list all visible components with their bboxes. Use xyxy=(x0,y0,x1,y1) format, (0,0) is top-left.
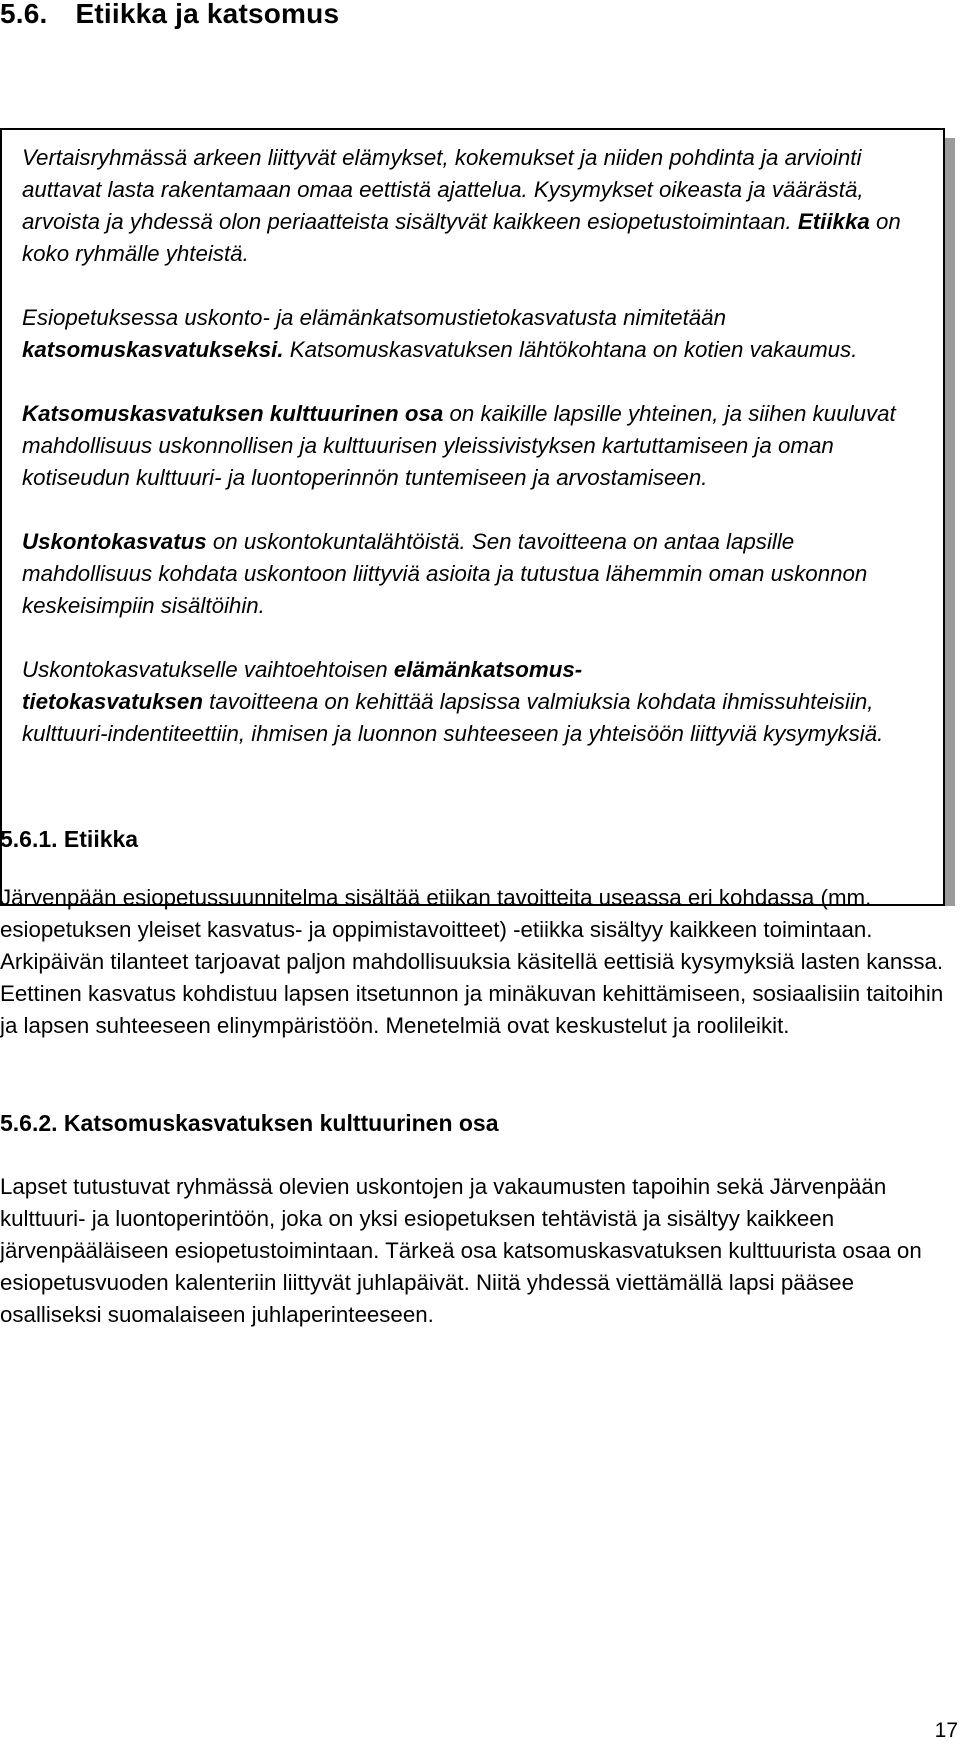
box-bold-term: Uskontokasvatus xyxy=(22,529,207,554)
subsection-text-ethics: Järvenpään esiopetussuunnitelma sisältää etiikan tavoitteita useassa eri kohdassa (mm. esiopetuksen yleiset kasvatus- ja oppimistavoitteet) -etiikka sisältyy kaikkeen toimintaan. Arkipäivän tilanteet tarjoavat paljon mahdollisuuksia käsitellä eettisiä kysymyksiä lasten kanssa. Eettinen kasvatus kohdistuu lapsen itsetunnon ja minäkuvan kehittämiseen, sosiaalisiin taitoihin ja lapsen suhteeseen elinympäristöön. Menetelmiä ovat keskustelut ja roolileikit. xyxy=(0,885,944,1038)
box-bold-term: tietokasvatuksen xyxy=(22,689,203,714)
subsection-heading-cultural: 5.6.2. Katsomuskasvatuksen kulttuurinen osa xyxy=(0,1110,499,1136)
info-box xyxy=(0,128,945,906)
section-title: Etiikka ja katsomus xyxy=(75,0,340,29)
box-paragraph-religion xyxy=(22,526,902,622)
subsection-text-cultural: Lapset tutustuvat ryhmässä olevien uskontojen ja vakaumusten tapoihin sekä Järvenpään kulttuuri- ja luontoperintöön, joka on yksi esiopetuksen tehtävistä ja sisältyy kaikkeen järvenpääläiseen esiopetustoimintaan. Tärkeä osa katsomuskasvatuksen kulttuurista osaa on esiopetusvuoden kalenteriin liittyvät juhlapäivät. Niitä yhdessä viettämällä lapsi pääsee osalliseksi suomalaiseen juhlaperinteeseen. xyxy=(0,1174,922,1327)
box-text: on koko ryhmälle yhteistä. xyxy=(22,209,901,266)
box-text: Katsomuskasvatuksen lähtökohtana on kotien vakaumus. xyxy=(283,337,858,362)
box-text: on uskontokuntalähtöistä. Sen tavoitteena on antaa lapsille mahdollisuus kohdata uskontoon liittyviä asioita ja tutustua lähemmin oman uskonnon keskeisimpiin sisältöihin. xyxy=(22,529,868,618)
section-number: 5.6. xyxy=(0,0,48,29)
box-text: on kaikille lapsille yhteinen, ja siihen kuuluvat mahdollisuus uskonnollisen ja kulttuurisen yleissivistyksen kartuttamiseen ja oman kotiseudun kulttuuri- ja luontoperinnön tuntemiseen ja arvostamiseen. xyxy=(22,401,896,490)
box-paragraph-cultural xyxy=(22,398,902,494)
box-text: Esiopetuksessa uskonto- ja elämänkatsomustietokasvatusta nimitetään xyxy=(22,305,726,330)
box-text: tavoitteena on kehittää lapsissa valmiuksia kohdata ihmissuhteisiin, kulttuuri-indentiteettiin, ihmisen ja luonnon suhteeseen ja yhteisöön liittyviä kysymyksiä. xyxy=(22,689,884,746)
box-text: Vertaisryhmässä arkeen liittyvät elämykset, kokemukset ja niiden pohdinta ja arviointi auttavat lasta rakentamaan omaa eettistä ajattelua. Kysymykset oikeasta ja väärästä, arvoista ja yhdessä olon periaatteista sisältyvät kaikkeen esiopetustoimintaan. xyxy=(22,145,864,234)
box-paragraph-worldview xyxy=(22,302,902,366)
box-bold-term: elämänkatsomus- xyxy=(393,657,583,682)
box-paragraph-life-stance xyxy=(22,654,902,750)
box-bold-term: Etiikka xyxy=(797,209,870,234)
page-number: 17 xyxy=(934,1719,958,1742)
box-bold-term: Katsomuskasvatuksen kulttuurinen osa xyxy=(22,401,444,426)
box-bold-term: katsomuskasvatukseksi. xyxy=(22,337,284,362)
box-text: Uskontokasvatukselle vaihtoehtoisen xyxy=(22,657,394,682)
page-title xyxy=(0,0,339,30)
box-paragraph-ethics xyxy=(22,142,902,270)
subsection-heading-ethics: 5.6.1. Etiikka xyxy=(0,826,139,852)
